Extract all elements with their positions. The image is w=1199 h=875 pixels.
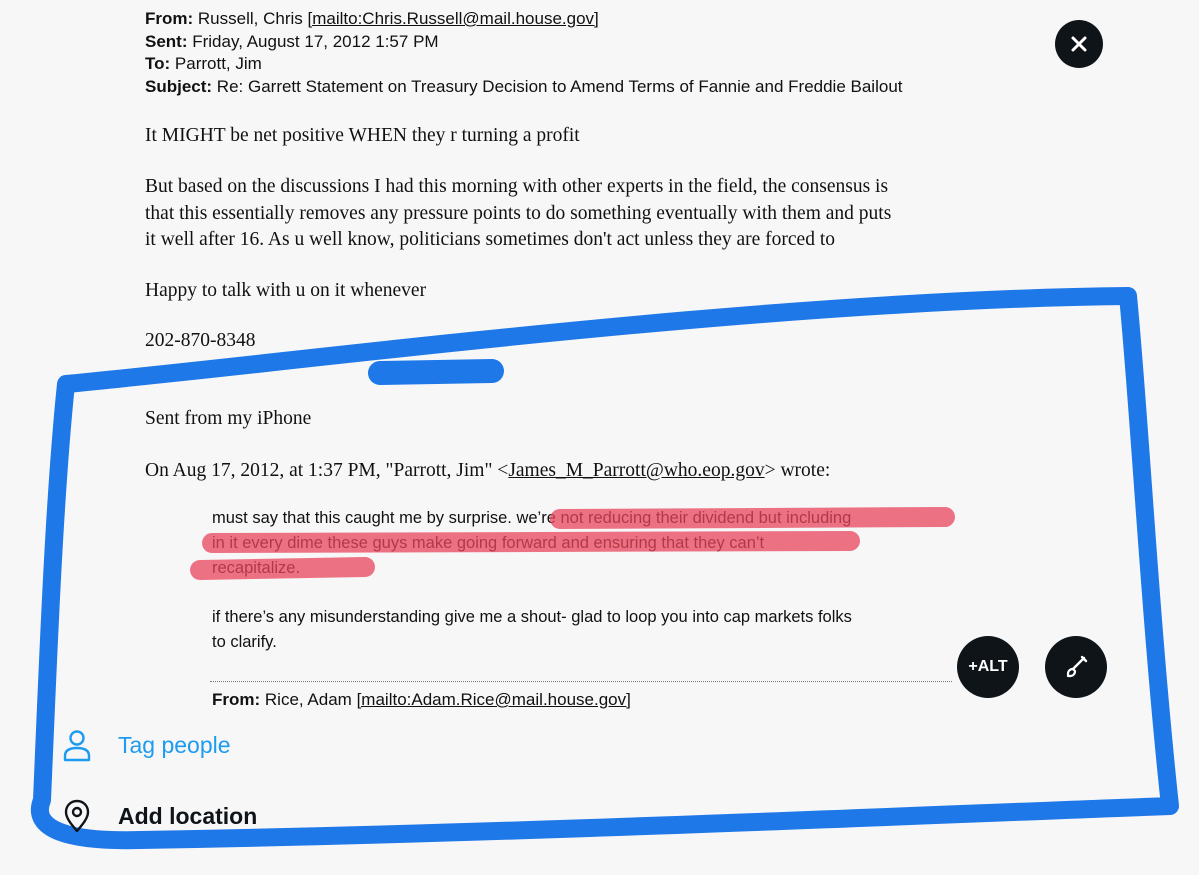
quote-line-3: recapitalize. [212, 559, 301, 577]
to-value: Parrott, Jim [174, 54, 262, 73]
quote-plain-text: must say that this caught me by surprise. [212, 509, 517, 527]
close-button[interactable] [1055, 20, 1103, 68]
alt-text-label: +ALT [968, 658, 1008, 675]
reply-intro-email: James_M_Parrott@who.eop.gov [508, 460, 765, 481]
edit-button[interactable] [1045, 636, 1107, 698]
location-pin-icon [62, 799, 92, 833]
brush-icon [1062, 653, 1090, 681]
body-line: it well after 16. As u well know, politicians sometimes don't act unless they are forced to [145, 229, 836, 250]
from-email: [mailto:Chris.Russell@mail.house.gov] [307, 9, 599, 28]
quote-line-5: to clarify. [212, 633, 277, 651]
footer-from-name: Rice, Adam [264, 690, 352, 709]
tag-people-button[interactable] [62, 728, 231, 762]
blue-scribble-stroke [380, 371, 492, 373]
red-highlight-stroke [212, 541, 850, 543]
person-icon [62, 728, 92, 762]
highlighted-text: we’re not reducing their dividend but including [516, 509, 852, 527]
subject-label: Subject: [145, 77, 213, 96]
red-highlight-marks [200, 517, 945, 570]
phone-number: 202-870-8348 [145, 330, 256, 351]
red-highlight-stroke [560, 517, 945, 519]
from-label: From: [145, 9, 194, 28]
body-line: Happy to talk with u on it whenever [145, 280, 427, 301]
quote-line-4: if there’s any misunderstanding give me a shout- glad to loop you into cap markets folks [212, 608, 852, 626]
red-highlight-stroke [200, 567, 365, 570]
sent-value: Friday, August 17, 2012 1:57 PM [192, 32, 439, 51]
to-label: To: [145, 54, 171, 73]
footer-from-label: From: [212, 690, 261, 709]
sent-label: Sent: [145, 32, 188, 51]
body-line: It MIGHT be net positive WHEN they r turning a profit [145, 125, 580, 146]
reply-intro-prefix: On Aug 17, 2012, at 1:37 PM, "Parrott, Jim" < [145, 460, 509, 481]
footer-from-email: [mailto:Adam.Rice@mail.house.gov] [356, 690, 631, 709]
add-location-label: Add location [118, 802, 258, 829]
body-line: But based on the discussions I had this morning with other experts in the field, the consensus is [145, 176, 889, 197]
tag-people-label: Tag people [118, 731, 231, 758]
body-line: that this essentially removes any pressure points to do something eventually with them and puts [145, 203, 892, 224]
signature-line: Sent from my iPhone [145, 408, 312, 429]
add-location-button[interactable] [62, 799, 257, 833]
alt-text-button[interactable] [957, 636, 1019, 698]
from-name: Russell, Chris [197, 9, 303, 28]
close-icon [1069, 34, 1089, 54]
subject-value: Re: Garrett Statement on Treasury Decision to Amend Terms of Fannie and Freddie Bailout [216, 77, 903, 96]
quote-line-2: in it every dime these guys make going forward and ensuring that they can’t [212, 534, 765, 552]
reply-intro-suffix: > wrote: [764, 460, 831, 481]
